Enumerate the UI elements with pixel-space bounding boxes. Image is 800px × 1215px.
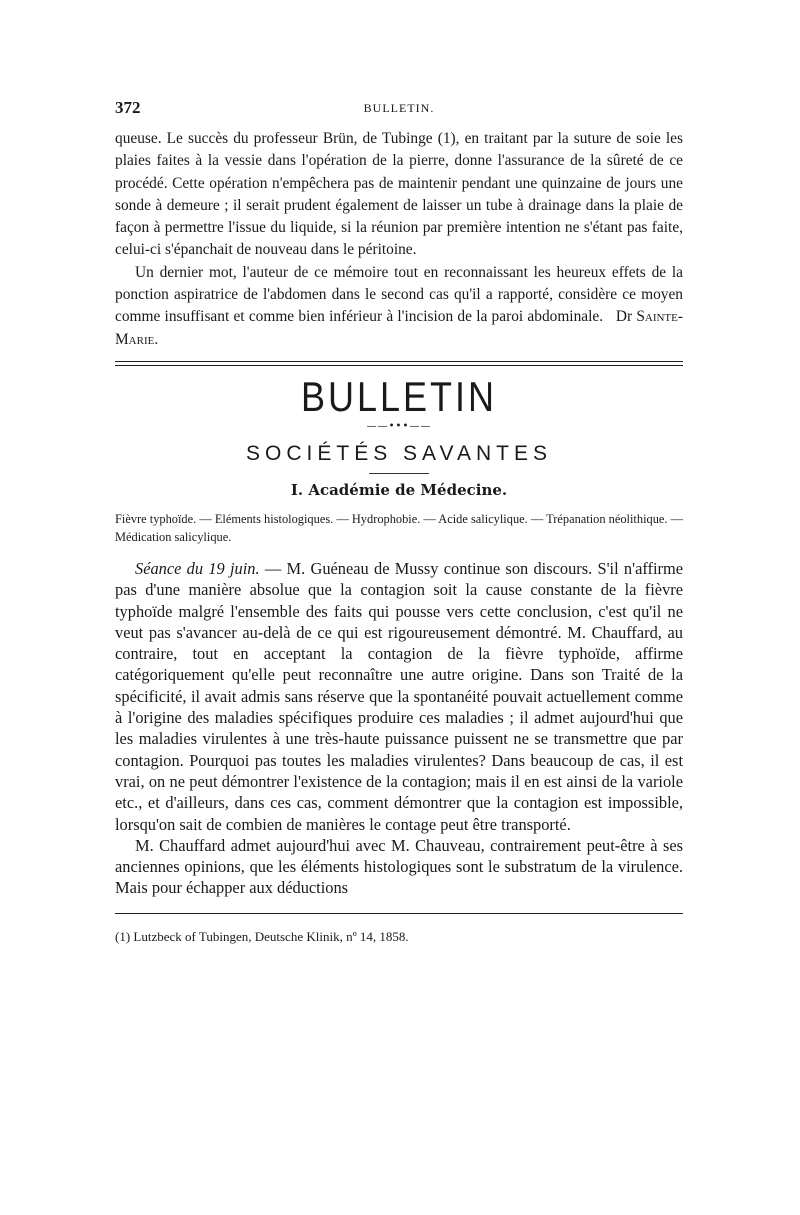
page-number: 372 — [115, 98, 141, 117]
paragraph: queuse. Le succès du professeur Brün, de Tubinge (1), en traitant par la suture de soie les plaies faites à la vessie dans l'opération de la pierre, donne l'assurance de la sûreté de ce procédé. Cette opération n'empêchera pas de maintenir pendant une quinzaine de jours une sonde à demeure ; il serait prudent également de laisser un tube à drainage dans la plaie de façon à permettre l'issue du liquide, si la réunion par première intention ne s'étant pas faite, celui-ci s'épanchait de nouveau dans le péritoine. — [115, 130, 683, 259]
seance-label: Séance du 19 juin. — [135, 558, 260, 578]
page-header — [115, 98, 683, 120]
ornament: ——•••—— — [366, 420, 432, 432]
running-head: BULLETIN. — [363, 101, 435, 115]
page — [115, 98, 683, 946]
section-divider — [115, 361, 683, 366]
main-article — [115, 558, 683, 899]
footnote: (1) Lutzbeck of Tubingen, Deutsche Klinik, nº 14, 1858. — [115, 928, 409, 944]
summary: Fièvre typhoïde. — Eléments histologiques. — Hydrophobie. — Acide salicylique. — Trépanation néolithique. — Médication salicylique. — [115, 511, 683, 544]
paragraph: M. Chauffard admet aujourd'hui avec M. Chauveau, contrairement peut-être à ses anciennes opinions, que les éléments histologiques sont le substratum de la virulence. Mais pour échapper aux déductions — [115, 835, 683, 898]
societes-title: SOCIÉTÉS SAVANTES — [246, 441, 552, 465]
footnote-divider — [115, 913, 683, 914]
signature-name: Sainte-Marie. — [115, 308, 683, 348]
paragraph — [115, 558, 683, 835]
paragraph-text: — M. Guéneau de Mussy continue son discours. S'il n'affirme pas d'une manière absolue que la contagion soit la cause constante de la fièvre typhoïde malgré l'ensemble des faits qui pousse vers cette conclusion, c'est qu'il ne veut pas s'avancer au-delà de ce qui est rigoureusement démontré. M. Chauffard, au contraire, tout en acceptant la contagion de la fièvre typhoïde, affirme catégoriquement qu'elle peut reconnaître une autre origine. Dans son Traité de la spécificité, il avait admis sans réserve que la spontanéité pouvait actuellement comme à l'origine des maladies spécifiques produire ces maladies ; il admet aujourd'hui que les maladies virulentes à une très-haute puissance puissent ne se transmettre que par contagion. Pourquoi pas toutes les maladies virulentes? Dans beaucoup de cas, il est vrai, on ne peut démontrer l'existence de la contagion; mais il en est ainsi de la variole etc., et d'ailleurs, dans ces cas, comment démontrer que la contagion est impossible, lorsqu'on sait de combien de manières le contage peut être transporté. — [115, 558, 683, 834]
bulletin-title: BULLETIN — [300, 372, 498, 420]
previous-article-end — [115, 128, 683, 351]
paragraph — [115, 262, 683, 351]
paragraph-text: Un dernier mot, l'auteur de ce mémoire tout en reconnaissant les heureux effets de la ponction aspiratrice de l'abdomen dans le second cas qu'il a rapporté, considère ce moyen comme insuffisant et comme bien inférieur à l'incision de la paroi abdominale. — [115, 263, 683, 326]
short-divider — [369, 473, 429, 474]
signature-prefix: Dr — [615, 308, 637, 326]
section-heading: I. Académie de Médecine. — [290, 480, 508, 499]
